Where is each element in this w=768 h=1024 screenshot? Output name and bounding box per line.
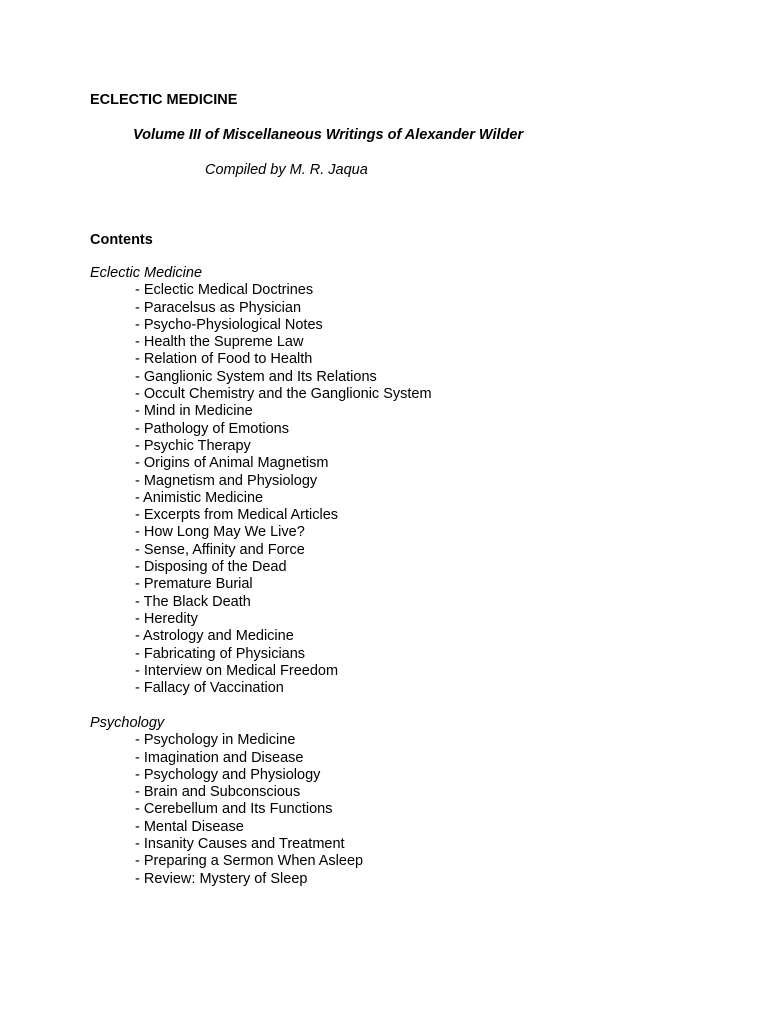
- toc-item: - Paracelsus as Physician: [135, 299, 302, 316]
- toc-item: - Pathology of Emotions: [135, 420, 289, 437]
- toc-item: - Heredity: [135, 610, 198, 627]
- toc-item: - Brain and Subconscious: [135, 784, 301, 801]
- toc-item: - Ganglionic System and Its Relations: [135, 368, 377, 385]
- toc-item: - Health the Supreme Law: [135, 334, 304, 351]
- toc-item: - Psychology in Medicine: [135, 732, 296, 749]
- toc-item: - Magnetism and Physiology: [135, 472, 318, 489]
- toc-section-eclectic-medicine: [90, 265, 690, 697]
- toc-item: - Psychic Therapy: [135, 437, 251, 454]
- toc-item: - Origins of Animal Magnetism: [135, 455, 329, 472]
- toc-item: - Sense, Affinity and Force: [135, 541, 305, 558]
- toc-item: - Preparing a Sermon When Asleep: [135, 853, 364, 870]
- compiled-by-line: Compiled by M. R. Jaqua: [205, 162, 368, 178]
- toc-section-psychology: [90, 715, 690, 888]
- toc-list: [90, 282, 690, 697]
- toc-item: - Eclectic Medical Doctrines: [135, 282, 314, 299]
- toc-item: - Insanity Causes and Treatment: [135, 836, 345, 853]
- section-heading: Psychology: [90, 715, 165, 731]
- toc-item: - Fabricating of Physicians: [135, 645, 306, 662]
- toc-item: - Mental Disease: [135, 818, 244, 835]
- toc-item: - Excerpts from Medical Articles: [135, 507, 339, 524]
- toc-item: - Psycho-Physiological Notes: [135, 316, 323, 333]
- toc-item: - Interview on Medical Freedom: [135, 662, 339, 679]
- toc-list: [90, 732, 690, 888]
- toc-item: - Animistic Medicine: [135, 489, 264, 506]
- toc-item: - Psychology and Physiology: [135, 766, 321, 783]
- section-heading: Eclectic Medicine: [90, 265, 203, 281]
- toc-item: - Review: Mystery of Sleep: [135, 870, 308, 887]
- toc-item: - Fallacy of Vaccination: [135, 680, 284, 697]
- toc-item: - Relation of Food to Health: [135, 351, 313, 368]
- document-title: ECLECTIC MEDICINE: [90, 92, 238, 108]
- toc-item: - Cerebellum and Its Functions: [135, 801, 333, 818]
- toc-item: - Astrology and Medicine: [135, 628, 294, 645]
- toc-item: - Imagination and Disease: [135, 749, 304, 766]
- toc-item: - Premature Burial: [135, 576, 253, 593]
- toc-item: - The Black Death: [135, 593, 251, 610]
- toc-item: - Occult Chemistry and the Ganglionic System: [135, 386, 432, 403]
- contents-heading: Contents: [90, 232, 153, 248]
- toc-item: - Disposing of the Dead: [135, 559, 287, 576]
- document-subtitle: Volume III of Miscellaneous Writings of Alexander Wilder: [133, 127, 524, 143]
- toc-item: - How Long May We Live?: [135, 524, 305, 541]
- toc-item: - Mind in Medicine: [135, 403, 253, 420]
